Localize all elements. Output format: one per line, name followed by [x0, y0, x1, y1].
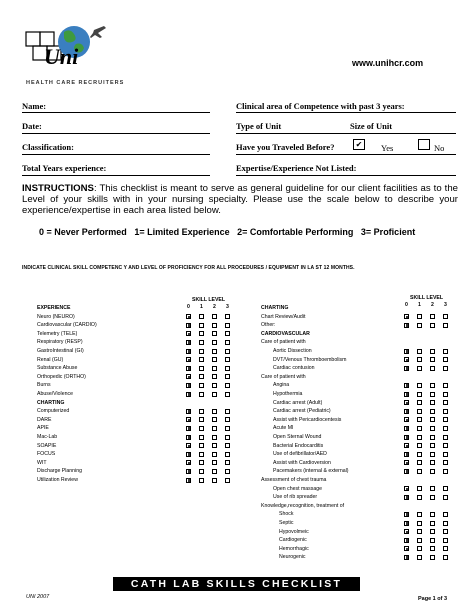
- skill-label: Use of rib spreader: [273, 494, 318, 501]
- skill-level-0-checkbox[interactable]: [186, 443, 191, 448]
- skill-level-3-checkbox[interactable]: [225, 340, 230, 345]
- skill-level-3-checkbox[interactable]: [225, 392, 230, 397]
- skill-label: Pacemakers (internal & external): [273, 468, 349, 475]
- skill-level-0-checkbox[interactable]: [404, 469, 409, 474]
- skill-label: Chart Review/Audit: [261, 313, 306, 320]
- skill-label: Cardiac arrest (Pediatric): [273, 408, 331, 415]
- instructions-paragraph: [22, 183, 458, 217]
- skill-level-1-checkbox[interactable]: [417, 443, 422, 448]
- skill-level-3-checkbox[interactable]: [443, 452, 448, 457]
- skill-level-2-checkbox[interactable]: [212, 443, 217, 448]
- skill-level-2-checkbox[interactable]: [212, 374, 217, 379]
- section-header: CHARTING: [37, 399, 65, 406]
- svg-text:Uni: Uni: [44, 44, 79, 69]
- skill-level-1-checkbox[interactable]: [417, 495, 422, 500]
- skill-level-3-checkbox[interactable]: [443, 469, 448, 474]
- skill-level-2-checkbox[interactable]: [430, 392, 435, 397]
- clinical-area-field[interactable]: [236, 112, 456, 113]
- skill-level-3-checkbox[interactable]: [443, 366, 448, 371]
- skill-level-0-checkbox[interactable]: [404, 495, 409, 500]
- date-field[interactable]: [22, 133, 210, 134]
- skill-level-2-checkbox[interactable]: [212, 357, 217, 362]
- skill-level-0-checkbox[interactable]: [404, 392, 409, 397]
- skill-level-2-checkbox[interactable]: [430, 546, 435, 551]
- skill-level-1-checkbox[interactable]: [417, 546, 422, 551]
- skill-level-1-checkbox[interactable]: [199, 417, 204, 422]
- skill-label: Septic: [279, 520, 294, 526]
- skill-level-0-checkbox[interactable]: [186, 366, 191, 371]
- scale-0: 0 = Never Performed: [39, 227, 127, 237]
- skill-level-1-checkbox[interactable]: [417, 512, 422, 517]
- skill-level-2-checkbox[interactable]: [430, 495, 435, 500]
- page-number: Page 1 of 3: [418, 596, 448, 602]
- skill-level-2-checkbox[interactable]: [212, 314, 217, 319]
- skill-level-3-checkbox[interactable]: [225, 478, 230, 483]
- skill-level-0-checkbox[interactable]: [404, 417, 409, 422]
- skill-level-0-checkbox[interactable]: [404, 409, 409, 414]
- skill-label: Knowledge,recognition, treatment of: [261, 502, 345, 509]
- skill-level-1-checkbox[interactable]: [199, 426, 204, 431]
- skill-level-0-checkbox[interactable]: [404, 452, 409, 457]
- indicate-instruction: INDICATE CLINICAL SKILL COMPETENC Y AND LEVEL OF PROFICIENCY FOR ALL PROCEDURES / EQUIPMENT IN LA ST 12 MONTHS.: [22, 265, 355, 271]
- skill-level-0-checkbox[interactable]: [404, 357, 409, 362]
- no-label: No: [434, 143, 445, 153]
- skill-label: Shock: [279, 511, 294, 518]
- skill-level-1-checkbox[interactable]: [417, 538, 422, 543]
- skill-label: Hypovolmeic: [279, 528, 309, 535]
- skill-level-1-checkbox[interactable]: [417, 529, 422, 534]
- years-experience-field[interactable]: [22, 175, 210, 176]
- skill-level-1-checkbox[interactable]: [417, 417, 422, 422]
- name-field[interactable]: [22, 112, 210, 113]
- skill-level-3-checkbox[interactable]: [443, 435, 448, 440]
- skill-level-3-checkbox[interactable]: [225, 417, 230, 422]
- skill-level-3-checkbox[interactable]: [443, 521, 448, 526]
- skill-label: Telemetry (TELE): [37, 330, 78, 337]
- skill-level-1-checkbox[interactable]: [199, 383, 204, 388]
- skill-level-3: 3: [444, 302, 447, 308]
- company-name: HEALTH CARE RECRUITERS: [26, 80, 125, 86]
- skill-level-1-checkbox[interactable]: [417, 409, 422, 414]
- skill-level-0: 0: [187, 304, 190, 310]
- skill-level-1-checkbox[interactable]: [199, 443, 204, 448]
- skill-level-3-checkbox[interactable]: [225, 383, 230, 388]
- skill-level-1-checkbox[interactable]: [199, 349, 204, 354]
- skill-level-1-checkbox[interactable]: [417, 383, 422, 388]
- skill-level-2: 2: [431, 302, 434, 308]
- skill-label: Neurogenic: [279, 554, 306, 561]
- section-header: EXPERIENCE: [37, 305, 71, 311]
- skill-level-1-checkbox[interactable]: [199, 452, 204, 457]
- yes-checkbox[interactable]: ✔: [353, 139, 365, 150]
- skill-level-0-checkbox[interactable]: [186, 323, 191, 328]
- skill-level-1-checkbox[interactable]: [199, 366, 204, 371]
- date-label: Date:: [22, 121, 42, 131]
- skill-level-1: 1: [200, 304, 203, 310]
- skill-level-2-checkbox[interactable]: [430, 400, 435, 405]
- skill-level-2-checkbox[interactable]: [212, 452, 217, 457]
- skill-level-2-checkbox[interactable]: [430, 323, 435, 328]
- skill-level-3-checkbox[interactable]: [225, 357, 230, 362]
- expertise-label: Expertise/Experience Not Listed:: [236, 163, 357, 173]
- skill-level-1-checkbox[interactable]: [417, 366, 422, 371]
- skill-level-2-checkbox[interactable]: [430, 538, 435, 543]
- skill-level-2-checkbox[interactable]: [430, 409, 435, 414]
- skill-level-0-checkbox[interactable]: [404, 460, 409, 465]
- footer-left: UNI 2007: [26, 594, 50, 600]
- skill-level-2-checkbox[interactable]: [212, 392, 217, 397]
- skill-level-0-checkbox[interactable]: [404, 383, 409, 388]
- skill-label: Mac-Lab: [37, 434, 58, 440]
- skill-level-2-checkbox[interactable]: [430, 469, 435, 474]
- skill-level-3-checkbox[interactable]: [443, 357, 448, 362]
- skill-level-0-checkbox[interactable]: [404, 435, 409, 440]
- skill-level-2-checkbox[interactable]: [430, 349, 435, 354]
- name-label: Name:: [22, 101, 47, 111]
- skill-level-1-checkbox[interactable]: [199, 374, 204, 379]
- skill-label: Computerized: [37, 408, 70, 415]
- skill-level-2-checkbox[interactable]: [430, 435, 435, 440]
- instructions-text: : This checklist is meant to serve as general guideline for our client facilities as to the Level of your skills with in your nursing specialty. Please use the scale below to describe your experience/expertise in each area listed below.: [22, 183, 458, 217]
- skill-label: Hemorrhagic: [279, 545, 309, 552]
- skill-level-3-checkbox[interactable]: [225, 452, 230, 457]
- instructions-label: INSTRUCTIONS: [22, 183, 94, 194]
- skill-level-3-checkbox[interactable]: [443, 400, 448, 405]
- skill-level-1-checkbox[interactable]: [417, 349, 422, 354]
- skill-level-0-checkbox[interactable]: [186, 435, 191, 440]
- skill-level-1-checkbox[interactable]: [417, 460, 422, 465]
- skill-label: WIT: [37, 459, 47, 466]
- unit-field[interactable]: [236, 133, 456, 134]
- skill-level-0-checkbox[interactable]: [404, 529, 409, 534]
- skill-level-3-checkbox[interactable]: [225, 349, 230, 354]
- section-header: CHARTING: [261, 305, 289, 311]
- skill-level-0-checkbox[interactable]: [404, 400, 409, 405]
- skill-level-1-checkbox[interactable]: [417, 435, 422, 440]
- skill-label: Open Sternal Wound: [273, 434, 322, 440]
- skill-level-3-checkbox[interactable]: [225, 314, 230, 319]
- website-url[interactable]: www.unihcr.com: [352, 58, 424, 68]
- skill-label: SOAPIE: [37, 442, 57, 449]
- skill-label: Bacterial Endocarditis: [273, 442, 324, 449]
- skill-label: Care of patient with: [261, 339, 306, 346]
- type-of-unit-label: Type of Unit: [236, 121, 282, 131]
- skill-level-0-checkbox[interactable]: [404, 349, 409, 354]
- skill-level-0-checkbox[interactable]: [404, 443, 409, 448]
- skill-label: Angina: [273, 382, 290, 389]
- skill-level-3-checkbox[interactable]: [225, 374, 230, 379]
- skill-level-2-checkbox[interactable]: [212, 349, 217, 354]
- skill-level-2-checkbox[interactable]: [430, 452, 435, 457]
- size-of-unit-label: Size of Unit: [350, 121, 393, 131]
- skill-level-0-checkbox[interactable]: [186, 478, 191, 483]
- skill-level-0-checkbox[interactable]: [186, 417, 191, 422]
- scale-2: 2= Comfortable Performing: [237, 227, 354, 237]
- skill-label: Discharge Planning: [37, 468, 82, 475]
- skill-label: Acute MI: [273, 425, 294, 432]
- skill-level-0-checkbox[interactable]: [186, 392, 191, 397]
- skill-level-1-checkbox[interactable]: [417, 521, 422, 526]
- skill-level-1-checkbox[interactable]: [199, 460, 204, 465]
- skill-label: Assessment of chest trauma: [261, 477, 327, 483]
- skill-label: Hypothermia: [273, 391, 303, 397]
- skill-level-1: 1: [418, 302, 421, 308]
- skill-level-2-checkbox[interactable]: [212, 417, 217, 422]
- skill-level-1-checkbox[interactable]: [199, 409, 204, 414]
- skill-level-3-checkbox[interactable]: [225, 443, 230, 448]
- skill-level-3-checkbox[interactable]: [225, 323, 230, 328]
- skill-level-0-checkbox[interactable]: [404, 512, 409, 517]
- skill-level-1-checkbox[interactable]: [199, 331, 204, 336]
- skill-level-2-checkbox[interactable]: [212, 460, 217, 465]
- skill-level-3-checkbox[interactable]: [225, 331, 230, 336]
- skill-level-1-checkbox[interactable]: [417, 392, 422, 397]
- skill-level-0-checkbox[interactable]: [186, 460, 191, 465]
- skill-level-3-checkbox[interactable]: [443, 460, 448, 465]
- skill-level-0-checkbox[interactable]: [404, 426, 409, 431]
- skill-level-0-checkbox[interactable]: [186, 349, 191, 354]
- no-checkbox[interactable]: [418, 139, 430, 150]
- traveled-underline: [236, 154, 456, 155]
- skill-level-2-checkbox[interactable]: [212, 323, 217, 328]
- skill-level-3: 3: [226, 304, 229, 310]
- skill-label: Neuro (NEURO): [37, 313, 75, 320]
- skill-level-0-checkbox[interactable]: [404, 521, 409, 526]
- skill-level-2-checkbox[interactable]: [212, 331, 217, 336]
- skill-level-0-checkbox[interactable]: [186, 314, 191, 319]
- skill-level-header-right: SKILL LEVEL: [410, 295, 444, 301]
- skill-label: Cardiovascular (CARDIO): [37, 322, 97, 329]
- skill-level-1-checkbox[interactable]: [199, 392, 204, 397]
- globe-logo-icon: [18, 20, 128, 80]
- skill-level-3-checkbox[interactable]: [443, 529, 448, 534]
- skill-level-2-checkbox[interactable]: [212, 366, 217, 371]
- skill-label: Use of defibrillator/AED: [273, 451, 327, 458]
- skill-level-1-checkbox[interactable]: [199, 340, 204, 345]
- skill-level-2-checkbox[interactable]: [212, 383, 217, 388]
- skill-label: Other:: [261, 322, 276, 329]
- skill-level-3-checkbox[interactable]: [443, 426, 448, 431]
- skill-label: Open chest massage: [273, 485, 323, 492]
- skill-level-1-checkbox[interactable]: [417, 314, 422, 319]
- skill-level-3-checkbox[interactable]: [443, 443, 448, 448]
- skill-level-2-checkbox[interactable]: [430, 426, 435, 431]
- skill-level-3-checkbox[interactable]: [225, 435, 230, 440]
- expertise-field[interactable]: [236, 175, 456, 176]
- skill-level-0-checkbox[interactable]: [186, 426, 191, 431]
- skill-level-3-checkbox[interactable]: [443, 495, 448, 500]
- skill-level-2-checkbox[interactable]: [430, 417, 435, 422]
- yes-label: Yes: [381, 143, 394, 153]
- skill-level-3-checkbox[interactable]: [443, 546, 448, 551]
- skill-level-1-checkbox[interactable]: [417, 357, 422, 362]
- skill-level-3-checkbox[interactable]: [443, 392, 448, 397]
- skill-label: Care of patient with: [261, 373, 306, 380]
- skill-level-0-checkbox[interactable]: [404, 555, 409, 560]
- years-experience-label: Total Years experience:: [22, 163, 107, 173]
- skill-level-0-checkbox[interactable]: [404, 486, 409, 491]
- skill-level-3-checkbox[interactable]: [225, 460, 230, 465]
- skill-level-1-checkbox[interactable]: [199, 435, 204, 440]
- skill-label: DARE: [37, 416, 52, 423]
- skill-level-2-checkbox[interactable]: [212, 340, 217, 345]
- skill-level-1-checkbox[interactable]: [199, 314, 204, 319]
- skill-label: Assist with Pericardiocentesis: [273, 416, 342, 423]
- skill-label: Renal (GU): [37, 356, 64, 363]
- skill-level-0-checkbox[interactable]: [186, 409, 191, 414]
- skill-label: Burns: [37, 382, 51, 389]
- skill-level-1-checkbox[interactable]: [417, 486, 422, 491]
- skill-level-1-checkbox[interactable]: [417, 452, 422, 457]
- skill-level-0-checkbox[interactable]: [186, 469, 191, 474]
- skill-label: Aortic Dissection: [273, 348, 312, 354]
- skill-level-1-checkbox[interactable]: [199, 323, 204, 328]
- skill-level-2-checkbox[interactable]: [430, 366, 435, 371]
- skill-level-0-checkbox[interactable]: [186, 357, 191, 362]
- skill-level-3-checkbox[interactable]: [443, 417, 448, 422]
- skill-level-0-checkbox[interactable]: [404, 366, 409, 371]
- skill-level-1-checkbox[interactable]: [417, 426, 422, 431]
- skill-label: GastroIntestinal (GI): [37, 348, 84, 354]
- skill-level-3-checkbox[interactable]: [443, 383, 448, 388]
- classification-field[interactable]: [22, 154, 210, 155]
- classification-label: Classification:: [22, 142, 74, 152]
- skill-level-1-checkbox[interactable]: [417, 555, 422, 560]
- company-logo: [18, 20, 128, 80]
- skill-label: Respiratory (RESP): [37, 339, 83, 346]
- skill-level-1-checkbox[interactable]: [417, 469, 422, 474]
- skill-label: Utilization Review: [37, 477, 78, 483]
- skill-level-1-checkbox[interactable]: [199, 357, 204, 362]
- skill-level-2-checkbox[interactable]: [430, 486, 435, 491]
- traveled-before-label: Have you Traveled Before?: [236, 142, 335, 152]
- skill-level-3-checkbox[interactable]: [443, 538, 448, 543]
- skill-level-3-checkbox[interactable]: [443, 323, 448, 328]
- skill-level-0: 0: [405, 302, 408, 308]
- skill-level-3-checkbox[interactable]: [443, 555, 448, 560]
- skill-level-0-checkbox[interactable]: [404, 538, 409, 543]
- skill-level-2-checkbox[interactable]: [430, 555, 435, 560]
- skill-level-2-checkbox[interactable]: [430, 512, 435, 517]
- skill-level-2-checkbox[interactable]: [430, 383, 435, 388]
- skill-level-2-checkbox[interactable]: [430, 460, 435, 465]
- skill-level-3-checkbox[interactable]: [225, 409, 230, 414]
- skill-level-2-checkbox[interactable]: [430, 529, 435, 534]
- skill-level-1-checkbox[interactable]: [417, 323, 422, 328]
- skill-level-1-checkbox[interactable]: [199, 478, 204, 483]
- skill-level-header-left: SKILL LEVEL: [192, 297, 226, 303]
- skill-level-0-checkbox[interactable]: [186, 383, 191, 388]
- checklist-title-banner: CATH LAB SKILLS CHECKLIST: [113, 577, 360, 591]
- skill-level-1-checkbox[interactable]: [199, 469, 204, 474]
- skill-level-1-checkbox[interactable]: [417, 400, 422, 405]
- skill-label: Abuse/Violence: [37, 391, 73, 397]
- skill-level-2-checkbox[interactable]: [430, 521, 435, 526]
- skill-level-0-checkbox[interactable]: [404, 323, 409, 328]
- skill-label: Orthopedic (ORTHO): [37, 373, 86, 380]
- skill-level-2-checkbox[interactable]: [212, 478, 217, 483]
- section-header: CARDIOVASCULAR: [261, 330, 310, 337]
- skill-label: Cardiac contusion: [273, 365, 315, 372]
- skill-level-3-checkbox[interactable]: [225, 366, 230, 371]
- skill-level-3-checkbox[interactable]: [443, 486, 448, 491]
- skill-level-3-checkbox[interactable]: [443, 512, 448, 517]
- skill-level-0-checkbox[interactable]: [186, 374, 191, 379]
- skill-level-0-checkbox[interactable]: [186, 452, 191, 457]
- skill-level-2-checkbox[interactable]: [212, 426, 217, 431]
- skill-label: Cardiogenic: [279, 537, 307, 544]
- skill-level-3-checkbox[interactable]: [225, 426, 230, 431]
- skill-level-2-checkbox[interactable]: [212, 469, 217, 474]
- skill-level-0-checkbox[interactable]: [404, 546, 409, 551]
- skill-label: Substance Abuse: [37, 365, 78, 372]
- skill-label: Assist with Cardioversion: [273, 459, 331, 466]
- skill-level-2-checkbox[interactable]: [212, 435, 217, 440]
- skill-level-2-checkbox[interactable]: [430, 357, 435, 362]
- skill-level-3-checkbox[interactable]: [225, 469, 230, 474]
- skill-level-2-checkbox[interactable]: [430, 314, 435, 319]
- skill-level-0-checkbox[interactable]: [186, 331, 191, 336]
- scale-legend: [39, 227, 415, 237]
- skill-level-2-checkbox[interactable]: [430, 443, 435, 448]
- skill-level-3-checkbox[interactable]: [443, 314, 448, 319]
- scale-3: 3= Proficient: [360, 227, 416, 237]
- skill-level-2: 2: [213, 304, 216, 310]
- skill-level-2-checkbox[interactable]: [212, 409, 217, 414]
- skill-level-0-checkbox[interactable]: [404, 314, 409, 319]
- skill-label: DVT/Venous Thromboembolism: [273, 356, 347, 363]
- skill-level-3-checkbox[interactable]: [443, 349, 448, 354]
- clinical-area-label: Clinical area of Competence with past 3 years:: [236, 101, 405, 111]
- skill-level-3-checkbox[interactable]: [443, 409, 448, 414]
- skill-label: Cardiac arrest (Adult): [273, 399, 323, 406]
- skill-level-0-checkbox[interactable]: [186, 340, 191, 345]
- skill-label: APIE: [37, 425, 49, 432]
- scale-1: 1= Limited Experience: [134, 227, 230, 237]
- skill-label: FOCUS: [37, 451, 56, 458]
